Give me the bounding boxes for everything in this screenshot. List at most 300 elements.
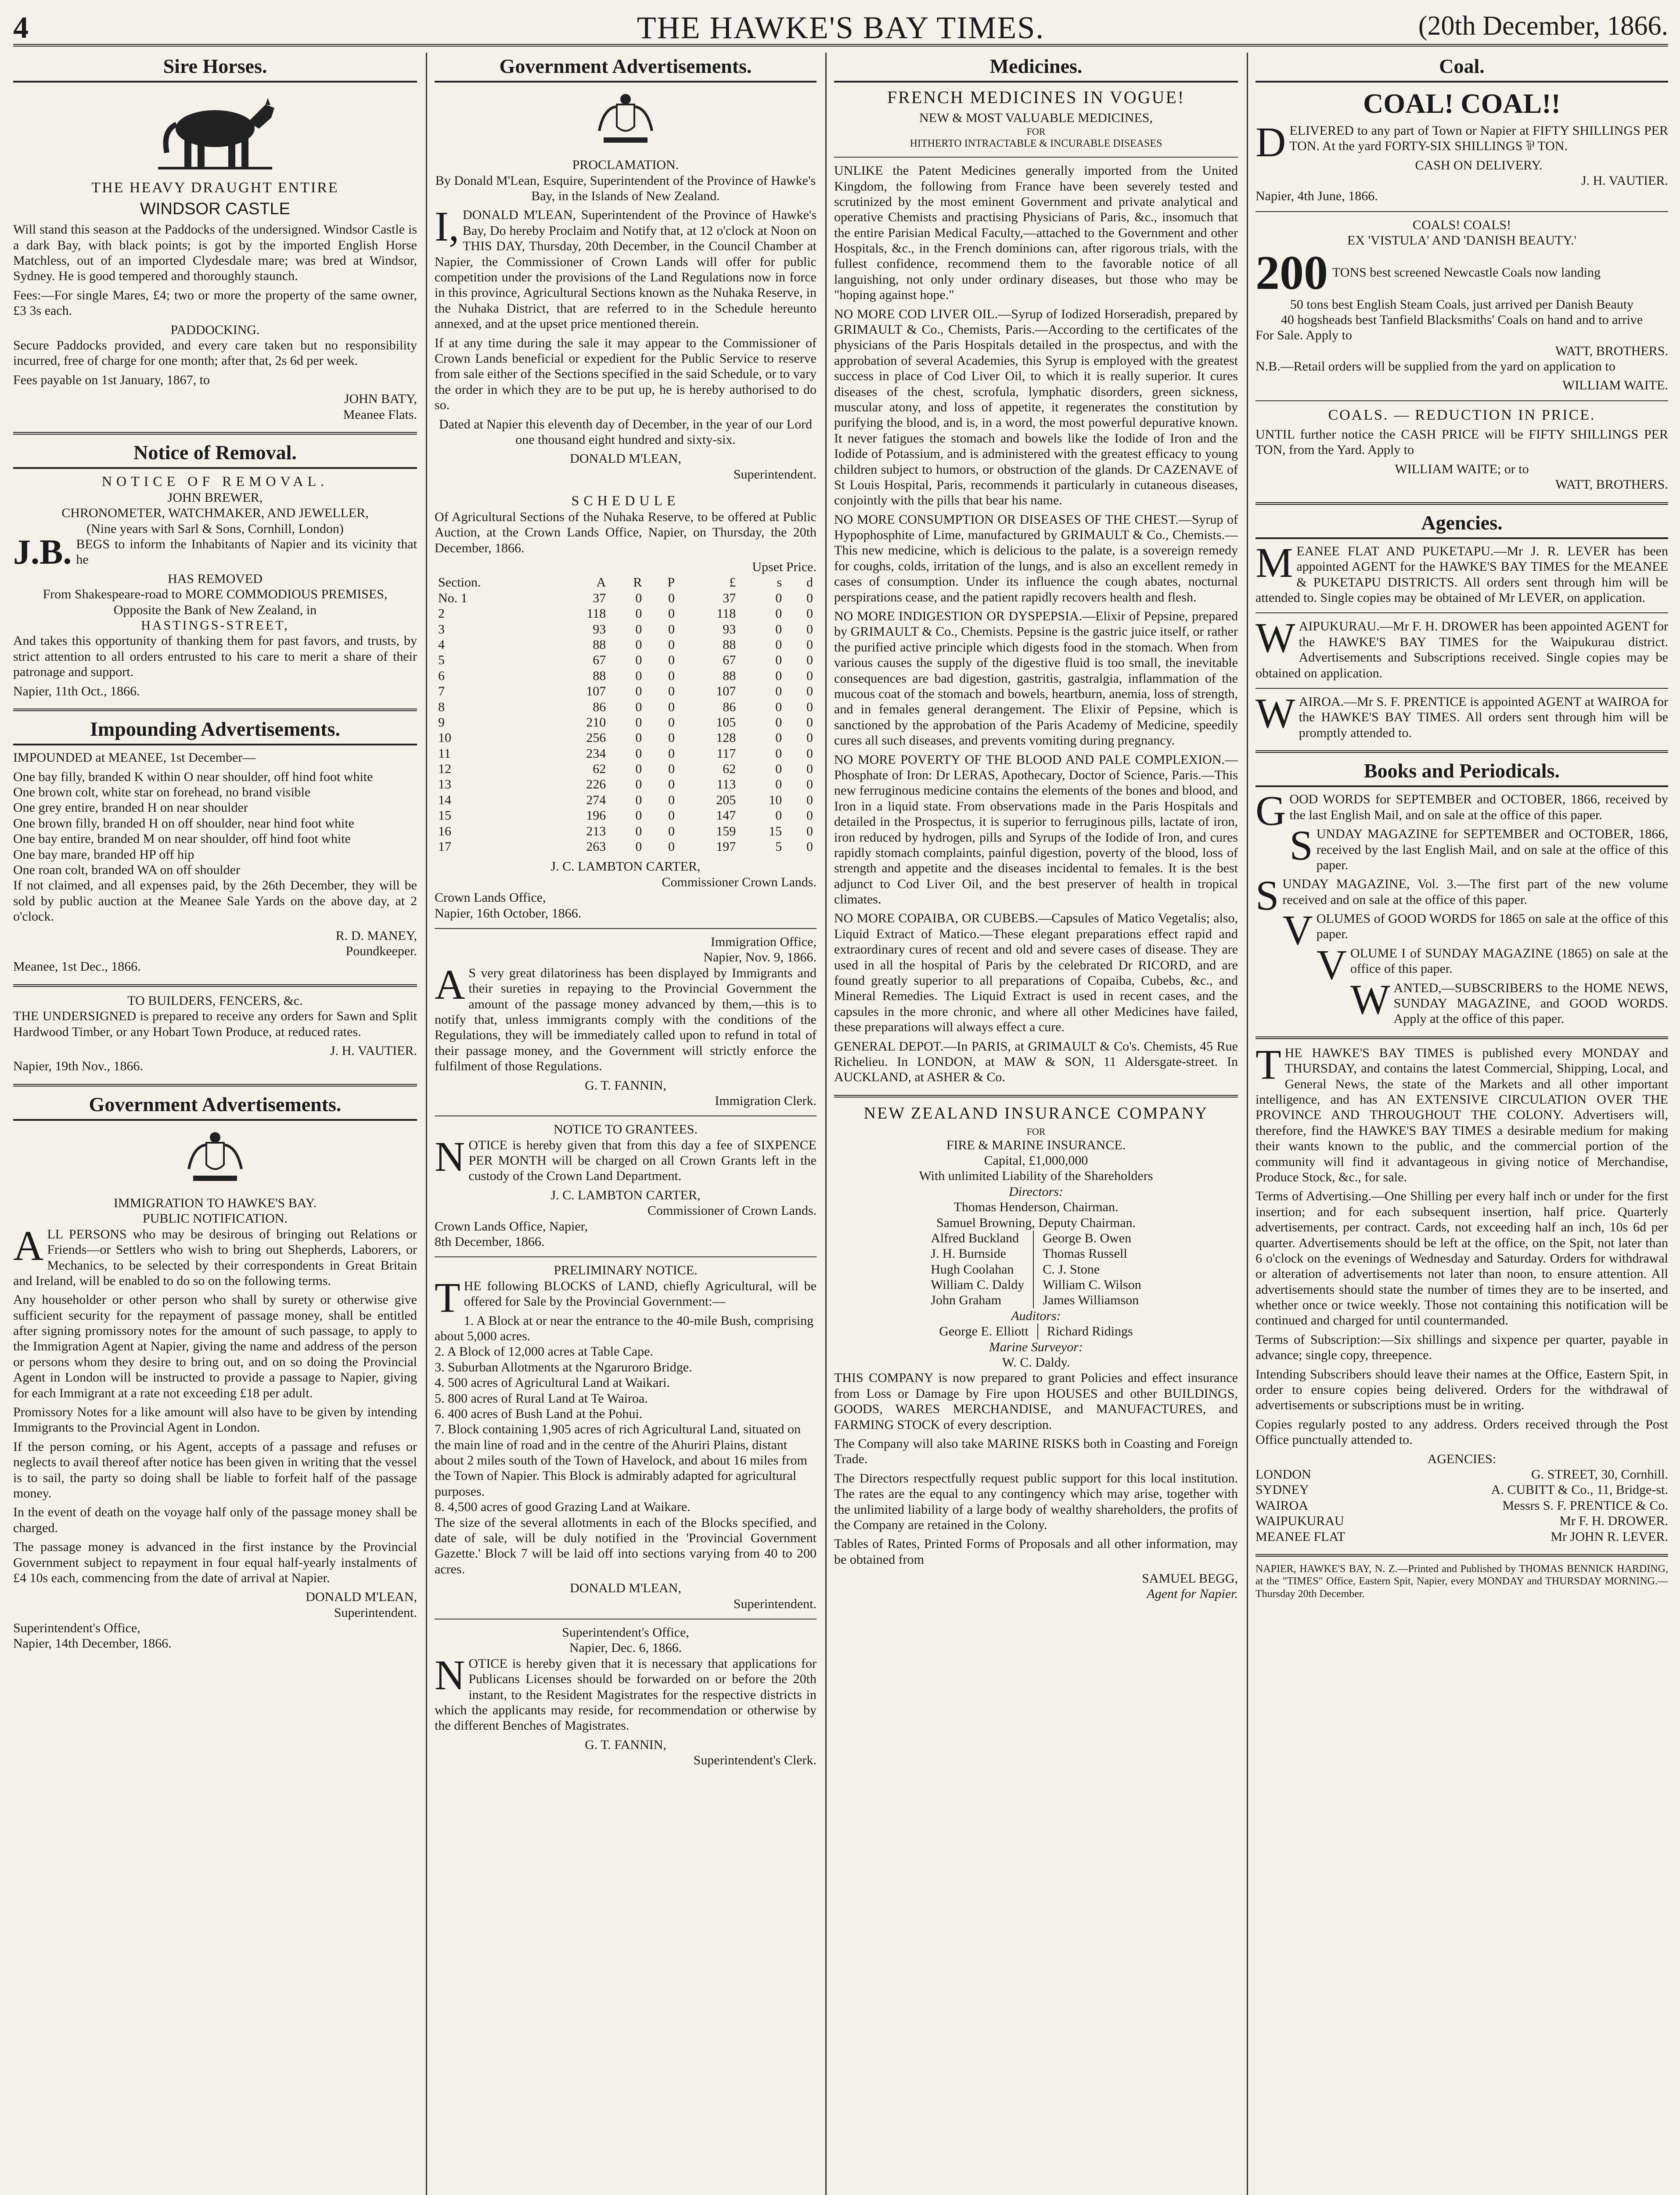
table-cell: 0: [635, 668, 642, 683]
director-name: Hugh Coolahan: [931, 1262, 1014, 1277]
table-cell: 0: [806, 637, 813, 652]
insurance-title: NEW ZEALAND INSURANCE COMPANY: [863, 1104, 1209, 1123]
table-cell: 5: [775, 839, 782, 854]
divider: [1256, 1036, 1668, 1039]
table-cell: 0: [635, 637, 642, 652]
paddocking-paragraph: Secure Paddocks provided, and every care taken but no responsibility incurred, free of charge for one month; after that, 2s 6d per week.: [13, 338, 417, 368]
table-cell: 37: [723, 590, 736, 605]
grantees-paragraph: NOTICE is hereby given that from this day a fee of SIXPENCE PER MONTH will be charged on all Crown Grants left in the custody of the Crown Land Department.: [435, 1133, 817, 1184]
table-cell: 3: [438, 622, 445, 637]
table-cell: 0: [668, 746, 675, 761]
coal-date: Napier, 4th June, 1866.: [1256, 189, 1378, 204]
books-paragraph: SUNDAY MAGAZINE for SEPTEMBER and OCTOBER, 1866, received by the last English Mail, and on sale at the office of this paper.: [1289, 822, 1668, 872]
agency-row: [1256, 1529, 1668, 1544]
medicines-for: FOR: [1026, 126, 1046, 137]
times-paragraph: THE HAWKE'S BAY TIMES is published every MONDAY and THURSDAY, and contains the latest Commercial, Shipping, Local, and General News, the state of the Markets and all other important intelligence, and has AN EXTENSIVE CIRCULATION OVER THE PROVINCE AND THROUGHOUT THE COLONY. Advertisers will, therefore, find the HAWKE'S BAY TIMES a desirable medium for making their wants known to the public, and the commercial portion of the community will find it advantageous in giving notice of Merchandise, Produce Stock, &c., for sale.: [1256, 1040, 1668, 1184]
table-cell: 13: [438, 777, 451, 792]
insurance-role: Agent for Napier.: [1147, 1587, 1238, 1601]
paddocking-heading: PADDOCKING.: [170, 322, 260, 337]
divider: [834, 1095, 1238, 1098]
licenses-paragraph: NOTICE is hereby given that it is necessary that applications for Publicans Licenses should be forwarded on or before the 20th instant, to the Resident Magistrates for the respective districts in which the applicants may reside, for recommendation or otherwise by the different Benches of Magistrates.: [435, 1651, 817, 1733]
schedule-column-header: R: [633, 575, 642, 590]
table-cell: 0: [635, 699, 642, 714]
medicines-vogue: FRENCH MEDICINES IN VOGUE!: [887, 87, 1185, 108]
preliminary-paragraph: THE following BLOCKS of LAND, chiefly Agricultural, will be offered for Sale by the Provincial Government:—: [435, 1274, 817, 1321]
preliminary-role: Superintendent.: [733, 1596, 817, 1611]
table-row: [435, 684, 817, 699]
table-cell: 0: [806, 668, 813, 683]
impound-role: Poundkeeper.: [345, 943, 417, 958]
table-row: [435, 652, 817, 668]
table-cell: 0: [806, 684, 813, 699]
builders-signature: J. H. VAUTIER.: [330, 1043, 417, 1058]
table-cell: 0: [806, 808, 813, 823]
table-cell: 88: [723, 637, 736, 652]
schedule-column-header: Section.: [438, 575, 481, 590]
directors-left: [931, 1231, 1024, 1308]
coals-tons-line: [1256, 245, 1668, 299]
fees-payable: Fees payable on 1st January, 1867, to: [13, 372, 210, 387]
table-cell: 226: [586, 777, 606, 792]
table-cell: 0: [668, 699, 675, 714]
insurance-directors: [834, 1231, 1238, 1308]
table-cell: 12: [438, 762, 451, 777]
table-cell: 0: [668, 792, 675, 807]
coal-cash: CASH ON DELIVERY.: [1415, 158, 1543, 173]
table-cell: 128: [716, 730, 736, 745]
immigration-role: Superintendent.: [334, 1605, 417, 1620]
insurance-paragraph: The Company will also take MARINE RISKS both in Coasting and Foreign Trade.: [834, 1436, 1238, 1467]
table-cell: 0: [635, 839, 642, 854]
coals-sale: For Sale. Apply to: [1256, 328, 1353, 343]
table-row: [435, 761, 817, 777]
table-cell: 263: [586, 839, 606, 854]
table-cell: 0: [635, 715, 642, 730]
table-row: [435, 730, 817, 745]
coals-tons: TONS best screened Newcastle Coals now landing: [1332, 265, 1601, 280]
agency-agent: Mr F. H. DROWER.: [1559, 1514, 1668, 1529]
table-cell: 0: [806, 699, 813, 714]
removal-initials: J.B.: [13, 533, 72, 572]
table-cell: 0: [635, 777, 642, 792]
director-name: William C. Wilson: [1043, 1277, 1141, 1292]
column-divider: [426, 53, 427, 2195]
immigration-subtitle: PUBLIC NOTIFICATION.: [143, 1211, 288, 1226]
removal-opposite: Opposite the Bank of New Zealand, in: [113, 602, 317, 617]
agency-agent: A. CUBITT & Co., 11, Bridge-st.: [1491, 1483, 1668, 1497]
table-cell: 0: [668, 808, 675, 823]
table-cell: 15: [769, 824, 782, 838]
insurance-deputy: Samuel Browning, Deputy Chairman.: [936, 1215, 1136, 1230]
sire-paragraph: Will stand this season at the Paddocks of the undersigned. Windsor Castle is a dark Bay, with black points; is got by the imported English Horse Matchless, out of an imported Clydesdale mare; was bred at Windsor, Sydney. He is good tempered and thoroughly staunch.: [13, 222, 417, 284]
immigration-paragraph: ALL PERSONS who may be desirous of bringing out Relations or Friends—or Settlers who wish to bring out Shepherds, Laborers, or Mechanics, to be selected by their correspondents in Great Britain and Ireland, will be enabled to do so on the following terms.: [13, 1222, 417, 1288]
times-paragraph: Terms of Subscription:—Six shillings and sixpence per quarter, payable in advance; single copy, threepence.: [1256, 1332, 1668, 1363]
table-row: [435, 699, 817, 715]
royal-arms-icon: [590, 87, 661, 153]
insurance-paragraph: Tables of Rates, Printed Forms of Proposals and all other information, may be obtained from: [834, 1536, 1238, 1567]
table-cell: 0: [806, 715, 813, 730]
agency-agent: G. STREET, 30, Cornhill.: [1531, 1467, 1668, 1482]
removal-date: Napier, 11th Oct., 1866.: [13, 684, 140, 698]
removal-thanks: And takes this opportunity of thanking them for past favors, and trusts, by strict attention to all orders entrusted to his care to merit a share of their patronage and support.: [13, 633, 417, 680]
sire-name: WINDSOR CASTLE: [140, 200, 291, 219]
agencies-list: [1256, 1467, 1668, 1544]
table-cell: 118: [716, 606, 736, 621]
insurance-surveyor-heading: Marine Surveyor:: [989, 1339, 1083, 1354]
immigration-date: Napier, 14th December, 1866.: [13, 1636, 172, 1651]
immigration-paragraph: If the person coming, or his Agent, accepts of a passage and refuses or neglects to avail thereof after notice has been given in writing that the vessel is to sail, the party so doing shall be liable to forfeit half of the passage money.: [13, 1439, 417, 1501]
table-cell: 0: [775, 637, 782, 652]
table-row: [435, 715, 817, 730]
table-cell: 0: [806, 606, 813, 621]
times-paragraph: Terms of Advertising.—One Shilling per every half inch or under for the first insertion; and for each subsequent insertion, half price. Quarterly advertisements, per contract. Cards, not exceeding half an inch, 10s 6d per quarter. Advertisements should be left at the office, on the Spit, not later than 6 o'clock on the evenings of Wednesday and Saturday. Orders for withdrawal or alteration of advertisements not later than noon, to ensure attention. All advertisements should state the number of times they are to be inserted, and whether once or twice weekly. Those not containing this notification will be continued and charged for until countermanded.: [1256, 1189, 1668, 1328]
immigration-paragraph: Any householder or other person who shall by surety or otherwise give sufficient security for the repayment of passage money, shall be entitled after signing promissory notes for the amount of such passage, to apply to the Immigration Agent at Napier, giving the name and address of the person or persons whom they desire to bring out, and on so doing the Provincial Agent in London will be instructed to provide a passage to Napier, giving for each Immigrant at a rate not exceeding £18 per adult.: [13, 1292, 417, 1400]
schedule-column-header: d: [806, 575, 813, 590]
table-row: [435, 622, 817, 637]
times-paragraph: Intending Subscribers should leave their names at the Office, Eastern Spit, in order to ensure copies being delivered. Orders for the withdrawal of advertisements or subscriptions must be in writing.: [1256, 1367, 1668, 1413]
director-name: John Graham: [931, 1293, 1002, 1308]
table-cell: 0: [806, 622, 813, 637]
agency-paragraph: MEANEE FLAT AND PUKETAPU.—Mr J. R. LEVER has been appointed AGENT for the HAWKE'S BAY TIMES for the MEANEE & PUKETAPU DISTRICTS. All orders sent through him will be attended to. Single copies may be obtained of Mr LEVER, on application.: [1256, 539, 1668, 605]
preliminary-list: [435, 1313, 817, 1515]
preliminary-paragraph: The size of the several allotments in each of the Blocks specified, and date of sale, will be duly notified in the 'Provincial Government Gazette.' Block 7 will be laid off into sections varying from 40 to 200 acres.: [435, 1515, 817, 1576]
reduction-signature: WILLIAM WAITE; or to: [1395, 461, 1529, 476]
sire-signature: JOHN BATY,: [344, 392, 417, 407]
insurance-capital: Capital, £1,000,000: [984, 1153, 1088, 1168]
grantees-signature: J. C. LAMBTON CARTER,: [550, 1187, 701, 1202]
table-cell: 118: [586, 606, 606, 621]
impound-list: [13, 769, 417, 878]
preliminary-item: 5. 800 acres of Rural Land at Te Wairoa.: [435, 1391, 648, 1406]
table-cell: 274: [586, 792, 606, 807]
column-1: [13, 53, 417, 2195]
books-paragraph: VOLUMES of GOOD WORDS for 1865 on sale at the office of this paper.: [1282, 907, 1668, 954]
reduction-paragraph: UNTIL further notice the CASH PRICE will be FIFTY SHILLINGS PER TON, from the Yard. Apply to: [1256, 427, 1668, 457]
impound-lead: IMPOUNDED at MEANEE, 1st December—: [13, 750, 256, 765]
table-cell: 0: [668, 637, 675, 652]
coals-number: 200: [1256, 245, 1328, 299]
table-cell: 107: [586, 684, 606, 699]
table-cell: 0: [668, 730, 675, 745]
page-number: 4: [13, 11, 29, 45]
masthead: [13, 9, 1668, 47]
table-cell: 0: [668, 762, 675, 777]
immigration-paragraph: The passage money is advanced in the first instance by the Provincial Government subject to repayment in four equal half-yearly instalments of £4 10s each, commencing from the date of arrival at Napier.: [13, 1540, 417, 1585]
preliminary-heading: PRELIMINARY NOTICE.: [554, 1263, 698, 1278]
medicines-paragraph: UNLIKE the Patent Medicines generally imported from the United Kingdom, the following from France have been severely tested and scrutinized by the most eminent Government and private analytical and operative Chemists and practising Physicians of Paris, &c., insomuch that the entire Parisian Medical Faculty,—attached to the Government and other Hospitals, &c., in the French dominions can, after rigorous trials, with the fullest confidence, recommend them to the favorable notice of all languishing, not only under ordinary diseases, but those who may be "hoping against hope.": [834, 163, 1238, 302]
coals-nb: N.B.—Retail orders will be supplied from the yard on application to: [1256, 359, 1615, 374]
director-name: Thomas Russell: [1043, 1246, 1127, 1261]
table-cell: 0: [635, 653, 642, 668]
section-header-government: Government Advertisements.: [13, 1093, 417, 1121]
insurance-signature: SAMUEL BEGG,: [1142, 1571, 1238, 1586]
agency-place: MEANEE FLAT: [1256, 1529, 1345, 1544]
table-row: [435, 792, 817, 808]
agency-place: LONDON: [1256, 1467, 1311, 1482]
coals-heading: COALS! COALS!: [1412, 217, 1511, 232]
table-cell: 0: [775, 762, 782, 777]
agency-place: WAIPUKURAU: [1256, 1514, 1344, 1529]
table-cell: 0: [775, 606, 782, 621]
table-cell: 0: [775, 668, 782, 683]
column-4: [1256, 53, 1668, 2195]
table-cell: 0: [775, 777, 782, 792]
preliminary-item: 2. A Block of 12,000 acres at Table Cape.: [435, 1344, 654, 1359]
table-cell: 15: [438, 808, 451, 823]
proclamation-dated: Dated at Napier this eleventh day of December, in the year of our Lord one thousand eight hundred and sixty-six.: [439, 417, 813, 447]
removal-paragraph: BEGS to inform the Inhabitants of Napier and its vicinity that he: [76, 537, 417, 567]
preliminary-item: 8. 4,500 acres of good Grazing Land at Waikare.: [435, 1500, 691, 1515]
immigration-office: Immigration Office,: [710, 934, 817, 949]
section-header-agencies: Agencies.: [1256, 511, 1668, 539]
agency-row: [1256, 1482, 1668, 1497]
table-cell: 210: [586, 715, 606, 730]
impound-item: One grey entire, branded H on near shoulder: [13, 800, 248, 815]
times-paragraph: Copies regularly posted to any address. Orders received through the Post Office punctually attended to.: [1256, 1417, 1668, 1447]
table-cell: 0: [775, 808, 782, 823]
table-cell: 0: [806, 653, 813, 668]
table-cell: 4: [438, 637, 445, 652]
immigration-paragraph: In the event of death on the voyage half only of the passage money shall be charged.: [13, 1505, 417, 1535]
divider: [13, 1084, 417, 1087]
agency-agent: Messrs S. F. PRENTICE & Co.: [1502, 1498, 1668, 1513]
agency-place: WAIROA: [1256, 1498, 1308, 1513]
insurance-subtitle: FIRE & MARINE INSURANCE.: [946, 1137, 1126, 1152]
director-name: William C. Daldy: [931, 1277, 1025, 1292]
section-header-government: Government Advertisements.: [435, 54, 817, 83]
table-cell: 62: [593, 762, 606, 777]
divider: [13, 432, 417, 435]
table-cell: 88: [593, 637, 606, 652]
licenses-office: Superintendent's Office,: [562, 1625, 689, 1640]
divider: [834, 157, 1238, 158]
proclamation-by: By Donald M'Lean, Esquire, Superintendent of the Province of Hawke's Bay, in the Islands of New Zealand.: [435, 173, 816, 204]
impound-signature: R. D. MANEY,: [335, 928, 417, 943]
table-cell: 2: [438, 606, 445, 621]
director-name: C. J. Stone: [1043, 1262, 1100, 1277]
preliminary-item: 1. A Block at or near the entrance to the 40-mile Bush, comprising about 5,000 acres.: [435, 1313, 814, 1343]
coals-line: 50 tons best English Steam Coals, just arrived per Danish Beauty: [1290, 297, 1634, 312]
schedule-role: Commissioner Crown Lands.: [662, 874, 817, 889]
grantees-date: 8th December, 1866.: [435, 1234, 545, 1249]
section-header-coal: Coal.: [1256, 54, 1668, 83]
divider: [1256, 612, 1668, 613]
preliminary-signature: DONALD M'LEAN,: [570, 1581, 681, 1596]
insurance-surveyor: W. C. Daldy.: [1002, 1355, 1070, 1370]
agency-paragraph: WAIROA.—Mr S. F. PRENTICE is appointed AGENT at WAIROA for the HAWKE'S BAY TIMES. All orders sent through him will be promptly attended to.: [1256, 689, 1668, 740]
table-cell: 0: [806, 746, 813, 761]
table-row: [435, 808, 817, 823]
table-cell: 86: [593, 699, 606, 714]
table-cell: 8: [438, 699, 445, 714]
proclamation-heading: PROCLAMATION.: [572, 158, 679, 173]
immigration-role: Immigration Clerk.: [715, 1093, 817, 1108]
section-header-medicines: Medicines.: [834, 54, 1238, 83]
draught-horse-illustration: [149, 87, 281, 175]
auditor: Richard Ridings: [1047, 1324, 1133, 1339]
books-paragraph: WANTED,—SUBSCRIBERS to the HOME NEWS, SUNDAY MAGAZINE, and GOOD WORDS. Apply at the office of this paper.: [1350, 975, 1668, 1026]
table-cell: 0: [668, 622, 675, 637]
proclamation-signature: DONALD M'LEAN,: [570, 451, 681, 466]
table-cell: 0: [775, 684, 782, 699]
immigration-title: IMMIGRATION TO HAWKE'S BAY.: [114, 1195, 317, 1210]
table-cell: 9: [438, 715, 445, 730]
medicines-paragraph: NO MORE COD LIVER OIL.—Syrup of Iodized Horseradish, prepared by GRIMAULT & Co., Chemists, Paris.—According to the certificates of the physicians of the Paris Hospitals detailed in the prospectus, and with the approbation of several Academies, this Syrup is employed with the greatest success in place of Cod Liver Oil, to which it is really superior. It cures diseases of the chest, scrofula, lymphatic disorders, green sickness, muscular atony, and loss of appetite, it regenerates the constitution by purifying the blood, and is, in a word, the most powerful depurative known. It never fatigues the stomach and bowels like the Iodide of Iron and the Iodide of Potassium, and is administered with the greatest efficacy to young children subject to humors, or obstruction of the glands. Dr CAZENAVE of St Louis Hospital, Paris, recommends it particularly in cutaneous diseases, conjointly with the pills that bear his name.: [834, 306, 1238, 508]
licenses-date: Napier, Dec. 6, 1866.: [569, 1641, 682, 1655]
table-cell: 0: [775, 699, 782, 714]
grantees-office: Crown Lands Office, Napier,: [435, 1219, 588, 1234]
table-cell: 14: [438, 792, 451, 807]
table-cell: 16: [438, 824, 451, 838]
divider: [1256, 211, 1668, 212]
impound-item: One bay mare, branded HP off hip: [13, 847, 194, 862]
removal-years: (Nine years with Sarl & Sons, Cornhill, London): [86, 521, 344, 536]
table-cell: 0: [668, 684, 675, 699]
divider: [1256, 750, 1668, 753]
divider: [13, 984, 417, 987]
insurance-chairman: Thomas Henderson, Chairman.: [953, 1200, 1119, 1215]
impound-date: Meanee, 1st Dec., 1866.: [13, 959, 141, 974]
table-cell: 197: [716, 839, 736, 854]
table-cell: 0: [775, 715, 782, 730]
reduction-signature: WATT, BROTHERS.: [1555, 477, 1668, 492]
table-cell: 37: [593, 590, 606, 605]
issue-date: (20th December, 1866.: [1418, 11, 1668, 41]
medicines-paragraph: NO MORE CONSUMPTION OR DISEASES OF THE CHEST.—Syrup of Hypophosphite of Lime, manufactured by GRIMAULT & Co., Chemists.—This new medicine, which is delicious to the palate, is a sovereign remedy for coughs, colds, irritation of the lungs, and is also an excellent remedy in cases of consumption. Under its influence the cough abates, nocturnal perspirations cease, and the patient rapidly recovers health and flesh.: [834, 512, 1238, 605]
proclamation-paragraph: I,DONALD M'LEAN, Superintendent of the Province of Hawke's Bay, Do hereby Proclaim and Notify that, at 12 o'clock at Noon on THIS DAY, Thursday, 20th December, in the Council Chamber at Napier, the Commissioner of Crown Lands will offer for public competition under the provisions of the Land Regulations now in force in this province, Agricultural Sections known as the Nuhaka Reserve, in the Nuhaka District, that are referred to in the Schedule hereunto annexed, and at the upset price mentioned therein.: [435, 203, 817, 331]
table-cell: No. 1: [438, 590, 468, 605]
section-header-removal: Notice of Removal.: [13, 441, 417, 469]
impound-item: One brown colt, white star on forehead, no brand visible: [13, 785, 311, 800]
table-row: [435, 839, 817, 854]
books-paragraph: GOOD WORDS for SEPTEMBER and OCTOBER, 1866, received by the last English Mail, and on sale at the office of this paper.: [1256, 787, 1668, 835]
table-cell: 88: [723, 668, 736, 683]
section-header-books: Books and Periodicals.: [1256, 759, 1668, 787]
coal-banner: COAL! COAL!!: [1363, 88, 1561, 119]
table-cell: 0: [668, 653, 675, 668]
table-cell: 147: [716, 808, 736, 823]
royal-arms-icon: [180, 1125, 250, 1191]
table-row: [435, 746, 817, 761]
divider: [435, 928, 817, 929]
newspaper-title: THE HAWKE'S BAY TIMES.: [637, 10, 1045, 45]
table-cell: 0: [806, 590, 813, 605]
immigration-paragraph: Promissory Notes for a like amount will also have to be given by intending Immigrants to the Provincial Agent in London.: [13, 1405, 417, 1435]
immigration-office: Superintendent's Office,: [13, 1621, 140, 1636]
director-name: James Williamson: [1043, 1293, 1139, 1308]
table-cell: 0: [635, 824, 642, 838]
insurance-auditors: [834, 1324, 1238, 1339]
table-cell: 213: [586, 824, 606, 838]
preliminary-item: 7. Block containing 1,905 acres of rich Agricultural Land, situated on the main line of road and in the centre of the Ahuriri Plains, distant about 2 miles south of the Town of Havelock, and about 16 miles from the Town of Napier. This Block is admirably adapted for agricultural purposes.: [435, 1422, 807, 1499]
table-cell: 0: [668, 777, 675, 792]
table-row: [435, 777, 817, 792]
table-cell: 0: [775, 746, 782, 761]
proclamation-role: Superintendent.: [733, 467, 817, 482]
table-cell: 88: [593, 668, 606, 683]
impound-item: One brown filly, branded H on off shoulder, near hind foot white: [13, 816, 354, 831]
table-row: [435, 590, 817, 606]
insurance-liability: With unlimited Liability of the Shareholders: [919, 1169, 1153, 1184]
grantees-role: Commissioner of Crown Lands.: [648, 1203, 817, 1218]
agency-agent: Mr JOHN R. LEVER.: [1550, 1529, 1668, 1544]
immigration-signature: G. T. FANNIN,: [585, 1078, 666, 1093]
divider: [1256, 1554, 1668, 1557]
preliminary-item: 3. Suburban Allotments at the Ngaruroro Bridge.: [435, 1360, 692, 1375]
medicines-paragraph: NO MORE INDIGESTION OR DYSPEPSIA.—Elixir of Pepsine, prepared by GRIMAULT & Co., Chemists. Pepsine is the gastric juice itself, or rather the purified active principle which digests food in the stomach. When from various causes the supply of the digestive fluid is too small, the inevitable consequences are bad digestion, gastritis, gastralgia, inflammation of the mucous coat of the stomach and bowels, heartburn, anemia, loss of strength, and in females general derangement. The Elixir of Pepsine, which is sanctioned by the approbation of the Paris Academy of Medicine, speedily cures all such diseases, and prevents vomiting during pregnancy.: [834, 609, 1238, 748]
builders-paragraph: THE UNDERSIGNED is prepared to receive any orders for Sawn and Split Hardwood Timber, or any Hobart Town Produce, at reduced rates.: [13, 1009, 417, 1039]
director-name: J. H. Burnside: [931, 1246, 1006, 1261]
table-cell: 0: [668, 590, 675, 605]
table-cell: 0: [806, 792, 813, 807]
table-cell: 256: [586, 730, 606, 745]
sire-place: Meanee Flats.: [343, 407, 417, 422]
sire-title: THE HEAVY DRAUGHT ENTIRE: [91, 180, 339, 196]
proclamation-paragraph: If at any time during the sale it may appear to the Commissioner of Crown Lands beneficial or expedient for the Public Service to reserve from sale either of the Sections specified in the said Schedule, or to vary the order in which they are to be put up, he is hereby authorised to do so.: [435, 335, 817, 413]
table-cell: 0: [806, 824, 813, 838]
builders-heading: TO BUILDERS, FENCERS, &c.: [127, 993, 303, 1008]
licenses-role: Superintendent's Clerk.: [693, 1753, 817, 1768]
immigration-signature: DONALD M'LEAN,: [306, 1590, 417, 1605]
imprint: NAPIER, HAWKE'S BAY, N. Z.—Printed and Published by THOMAS BENNICK HARDING, at the "TIMES" Office, Eastern Spit, Napier, every MONDAY and THURSDAY MORNING.—Thursday 20th December.: [1256, 1563, 1668, 1600]
divider: [1256, 502, 1668, 505]
agency-row: [1256, 1467, 1668, 1482]
medicines-new-most: NEW & MOST VALUABLE MEDICINES,: [919, 111, 1153, 126]
schedule-paragraph: Of Agricultural Sections of the Nuhaka Reserve, to be offered at Public Auction, at the Crown Lands Office, Napier, on Thursday, the 20th December, 1866.: [435, 509, 817, 555]
medicines-depot: GENERAL DEPOT.—In PARIS, at GRIMAULT & Co's. Chemists, 45 Rue Richelieu. In LONDON, at MAW & SON, 11 Aldersgate-street. In AUCKLAND, at ASHER & Co.: [834, 1039, 1238, 1085]
table-cell: 11: [438, 746, 451, 761]
table-cell: 0: [635, 606, 642, 621]
table-cell: 93: [723, 622, 736, 637]
directors-right: [1043, 1231, 1141, 1308]
table-cell: 0: [635, 746, 642, 761]
insurance-directors-heading: Directors:: [1009, 1184, 1063, 1199]
table-cell: 113: [716, 777, 736, 792]
preliminary-item: 4. 500 acres of Agricultural Land at Waikari.: [435, 1375, 670, 1390]
table-cell: 0: [775, 653, 782, 668]
divider: [1256, 688, 1668, 689]
table-cell: 0: [775, 590, 782, 605]
table-cell: 0: [806, 762, 813, 777]
schedule-signature: J. C. LAMBTON CARTER,: [550, 859, 701, 874]
divider: [435, 1115, 817, 1116]
table-cell: 0: [635, 762, 642, 777]
coals-line: 40 hogsheads best Tanfield Blacksmiths' Coals on hand and to arrive: [1281, 312, 1643, 327]
table-cell: 0: [668, 715, 675, 730]
removal-street: HASTINGS-STREET,: [141, 618, 289, 633]
table-cell: 0: [806, 777, 813, 792]
schedule-office: Crown Lands Office,: [435, 890, 546, 905]
sire-fees: Fees:—For single Mares, £4; two or more the property of the same owner, £3 3s each.: [13, 288, 417, 318]
reduction-heading: COALS. — REDUCTION IN PRICE.: [1328, 407, 1596, 423]
table-cell: 93: [593, 622, 606, 637]
immigration-notice-paragraph: AS very great dilatoriness has been displayed by Immigrants and their sureties in repaying to the Provincial Government the amount of the passage money advanced by them,—this is to notify that, unless immigrants comply with the conditions of the Regulations, they will be immediately called upon to refund in total of their passage money, and the Government will strictly enforce the fulfilment of those Regulations.: [435, 961, 817, 1074]
agencies-heading: AGENCIES:: [1427, 1451, 1497, 1466]
agency-row: [1256, 1498, 1668, 1513]
divider: [435, 1256, 817, 1257]
schedule-column-header: s: [777, 575, 782, 590]
table-cell: 0: [668, 824, 675, 838]
schedule-column-header: A: [596, 575, 606, 590]
agency-place: SYDNEY: [1256, 1483, 1309, 1497]
table-cell: 0: [635, 792, 642, 807]
preliminary-item: 6. 400 acres of Bush Land at the Pohui.: [435, 1406, 643, 1421]
insurance-paragraph: The Directors respectfully request public support for this local institution. The rates are the equal to any contingency which may arise, together with the unlimited liability of a large body of wealthy shareholders, the profits of the Company are retained in the Colony.: [834, 1471, 1238, 1532]
auditor: George E. Elliott: [939, 1324, 1029, 1339]
grantees-heading: NOTICE TO GRANTEES.: [553, 1122, 698, 1137]
table-cell: 5: [438, 653, 445, 668]
schedule-column-header: £: [729, 575, 736, 590]
